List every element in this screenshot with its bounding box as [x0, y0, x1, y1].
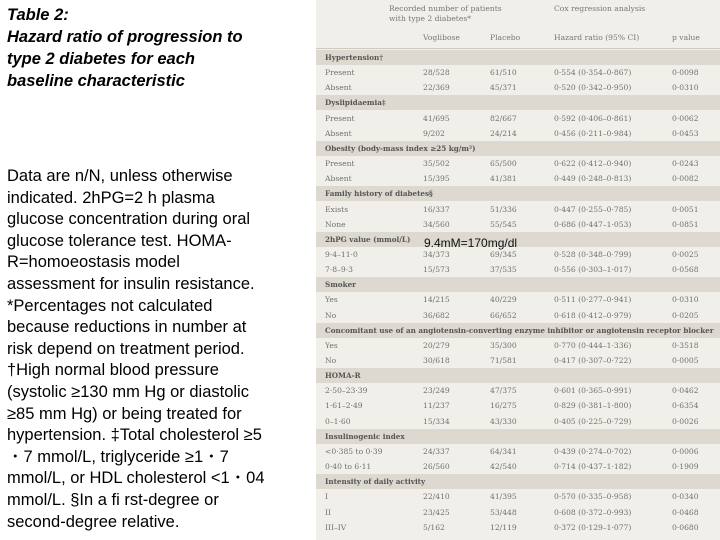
p-value-cell: 0·0462	[672, 386, 699, 396]
table-row	[316, 338, 720, 353]
table-row	[316, 262, 720, 277]
p-value-cell: 0·0453	[672, 128, 699, 138]
footnote-line: indicated. 2hPG=2 h plasma	[7, 188, 215, 207]
table-row	[316, 217, 720, 232]
table-row	[316, 202, 720, 217]
voglibose-cell: 11/237	[423, 401, 450, 411]
p-value-cell: 0·0062	[672, 113, 699, 123]
footnote-line: because reductions in number at	[7, 318, 247, 337]
p-value-cell: 0·0340	[672, 492, 699, 502]
col-header-voglibose: Voglibose	[423, 33, 460, 42]
voglibose-cell: 34/560	[423, 219, 450, 229]
p-value-cell: 0·0568	[672, 265, 699, 275]
voglibose-cell: 15/573	[423, 265, 450, 275]
hazard-ratio-cell: 0·829 (0·381–1·800)	[554, 401, 632, 411]
p-value-cell: 0·0051	[672, 204, 699, 214]
row-label: III–IV	[325, 522, 347, 532]
table-row	[316, 80, 720, 95]
placebo-cell: 82/667	[490, 113, 517, 123]
title-line: baseline characteristic	[7, 72, 185, 90]
p-value-cell: 0·0098	[672, 68, 699, 78]
row-label: I	[325, 492, 328, 502]
row-label: 0·40 to 6·11	[325, 462, 372, 472]
table-row	[316, 171, 720, 186]
placebo-cell: 35/300	[490, 340, 517, 350]
section-label: Smoker	[325, 280, 356, 290]
section-header-row	[316, 429, 720, 444]
section-label: Dyslipidaemia‡	[325, 98, 386, 108]
header-cox-regression: Cox regression analysis	[554, 4, 646, 13]
placebo-cell: 40/229	[490, 295, 517, 305]
p-value-cell: 0·0082	[672, 174, 699, 184]
hazard-ratio-cell: 0·372 (0·129–1·077)	[554, 522, 632, 532]
table-row	[316, 247, 720, 262]
footnote-line: R=homoeostasis model	[7, 253, 180, 272]
placebo-cell: 65/500	[490, 159, 517, 169]
section-header-row	[316, 50, 720, 65]
voglibose-cell: 9/202	[423, 128, 445, 138]
footnote-line: (systolic ≥130 mm Hg or diastolic	[7, 382, 249, 401]
section-header-row	[316, 95, 720, 110]
hazard-ratio-cell: 0·622 (0·412–0·940)	[554, 159, 632, 169]
placebo-cell: 43/330	[490, 416, 517, 426]
hazard-ratio-cell: 0·449 (0·248–0·813)	[554, 174, 632, 184]
table-row	[316, 111, 720, 126]
voglibose-cell: 5/162	[423, 522, 445, 532]
table-row	[316, 308, 720, 323]
voglibose-cell: 34/373	[423, 249, 450, 259]
row-label: Yes	[325, 340, 338, 350]
placebo-cell: 41/381	[490, 174, 517, 184]
section-label: 2hPG value (mmol/L)	[325, 234, 411, 244]
p-value-cell: 0·0205	[672, 310, 699, 320]
p-value-cell: 0·3518	[672, 340, 699, 350]
hazard-ratio-cell: 0·520 (0·342–0·950)	[554, 83, 632, 93]
table-row	[316, 156, 720, 171]
footnote-line: risk depend on treatment period.	[7, 339, 245, 358]
footnote-line: second-degree relative.	[7, 512, 180, 531]
row-label: <0·385 to 0·39	[325, 446, 383, 456]
data-table-image	[316, 0, 720, 540]
footnote-line: assessment for insulin resistance.	[7, 274, 255, 293]
voglibose-cell: 28/528	[423, 68, 450, 78]
header-recorded-patients: Recorded number of patients	[389, 4, 502, 13]
title-line: Hazard ratio of progression to	[7, 28, 243, 46]
hazard-ratio-cell: 0·601 (0·365–0·991)	[554, 386, 632, 396]
p-value-cell: 0·0243	[672, 159, 699, 169]
p-value-cell: 0·0005	[672, 356, 699, 365]
row-label: II	[325, 507, 331, 517]
hazard-ratio-cell: 0·528 (0·348–0·799)	[554, 249, 632, 259]
voglibose-cell: 22/410	[423, 492, 450, 502]
hazard-ratio-cell: 0·592 (0·406–0·861)	[554, 113, 632, 123]
footnote-line: ・7 mmol/L, triglyceride ≥1・7	[7, 447, 229, 466]
p-value-cell: 0·1909	[672, 462, 699, 472]
row-label: No	[325, 310, 337, 320]
voglibose-cell: 35/502	[423, 159, 450, 169]
placebo-cell: 71/581	[490, 356, 517, 365]
col-header-hazard-ratio: Hazard ratio (95% CI)	[554, 33, 640, 42]
placebo-cell: 42/540	[490, 462, 517, 472]
p-value-cell: 0·0851	[672, 219, 699, 229]
placebo-cell: 51/336	[490, 204, 517, 214]
hazard-ratio-cell: 0·618 (0·412–0·979)	[554, 310, 632, 320]
row-label: Present	[325, 68, 355, 78]
row-label: Present	[325, 159, 355, 169]
table-row	[316, 489, 720, 504]
voglibose-cell: 20/279	[423, 340, 450, 350]
section-header-row	[316, 186, 720, 201]
table-row	[316, 459, 720, 474]
row-label: Exists	[325, 204, 349, 214]
overlay-annotation: 9.4mM=170mg/dl	[424, 236, 518, 250]
table-row	[316, 292, 720, 307]
p-value-cell: 0·0025	[672, 249, 699, 259]
p-value-cell: 0·0310	[672, 295, 699, 305]
section-label: Family history of diabetes§	[325, 189, 433, 199]
placebo-cell: 64/341	[490, 446, 517, 456]
left-text-panel	[0, 0, 308, 540]
footnote-line: mmol/L. §In a fi rst-degree or	[7, 490, 219, 509]
row-label: None	[325, 219, 346, 229]
placebo-cell: 47/375	[490, 386, 517, 396]
placebo-cell: 16/275	[490, 401, 517, 411]
table-row	[316, 520, 720, 535]
hazard-ratio-cell: 0·554 (0·354–0·867)	[554, 68, 632, 78]
placebo-cell: 37/535	[490, 265, 517, 275]
voglibose-cell: 14/215	[423, 295, 450, 305]
table-row	[316, 398, 720, 413]
p-value-cell: 0·0468	[672, 507, 699, 517]
placebo-cell: 55/545	[490, 219, 517, 229]
table-row	[316, 383, 720, 398]
footnote-line: mmol/L, or HDL cholesterol <1・04	[7, 469, 265, 488]
row-label: 2·50–23·39	[325, 386, 368, 396]
section-label: Intensity of daily activity	[325, 477, 426, 487]
p-value-cell: 0·0680	[672, 522, 699, 532]
row-label: Absent	[325, 83, 352, 93]
voglibose-cell: 30/618	[423, 356, 450, 365]
footnote-line: †High normal blood pressure	[7, 361, 219, 380]
title-line: Table 2:	[7, 6, 69, 24]
table-row	[316, 414, 720, 429]
section-label: Hypertension†	[325, 53, 384, 62]
voglibose-cell: 22/369	[423, 83, 450, 93]
table-row	[316, 505, 720, 520]
voglibose-cell: 15/395	[423, 174, 450, 184]
row-label: 0–1·60	[325, 416, 351, 426]
row-label: No	[325, 356, 337, 365]
row-label: Absent	[325, 128, 352, 138]
hazard-ratio-cell: 0·570 (0·335–0·958)	[554, 492, 632, 502]
hazard-ratio-cell: 0·456 (0·211–0·984)	[554, 128, 632, 138]
p-value-cell: 0·0310	[672, 83, 699, 93]
table-footnotes	[7, 166, 305, 533]
row-label: 9·4–11·0	[325, 249, 358, 259]
section-header-row	[316, 232, 720, 247]
placebo-cell: 24/214	[490, 128, 517, 138]
placebo-cell: 66/652	[490, 310, 517, 320]
section-header-row	[316, 323, 720, 338]
footnote-line: glucose concentration during oral	[7, 210, 251, 229]
placebo-cell: 53/448	[490, 507, 517, 517]
table-row	[316, 126, 720, 141]
table-row	[316, 353, 720, 368]
title-line: type 2 diabetes for each	[7, 50, 195, 68]
hazard-ratio-cell: 0·714 (0·437–1·182)	[554, 462, 632, 472]
table-row	[316, 65, 720, 80]
section-header-row	[316, 474, 720, 489]
hazard-ratio-cell: 0·556 (0·303–1·017)	[554, 265, 632, 275]
hazard-ratio-cell: 0·439 (0·274–0·702)	[554, 446, 632, 456]
hazard-ratio-cell: 0·686 (0·447–1·053)	[554, 219, 632, 229]
voglibose-cell: 24/337	[423, 446, 450, 456]
table-row	[316, 444, 720, 459]
table-title	[7, 4, 302, 92]
section-label: Concomitant use of an angiotensin-converting enzyme inhibitor or angiotensin receptor blocker	[325, 325, 714, 335]
footnote-line: hypertension. ‡Total cholesterol ≥5	[7, 426, 262, 445]
voglibose-cell: 26/560	[423, 462, 450, 472]
hazard-ratio-cell: 0·417 (0·307–0·722)	[554, 356, 632, 365]
voglibose-cell: 41/695	[423, 113, 450, 123]
footnote-line: *Percentages not calculated	[7, 296, 213, 315]
voglibose-cell: 16/337	[423, 204, 450, 214]
row-label: 7·8–9·3	[325, 265, 353, 275]
placebo-cell: 69/345	[490, 249, 517, 259]
section-label: Obesity (body-mass index ≥25 kg/m²)	[325, 143, 476, 153]
hazard-ratio-cell: 0·608 (0·372–0·993)	[554, 507, 632, 517]
voglibose-cell: 23/425	[423, 507, 450, 517]
row-label: 1·61–2·49	[325, 401, 363, 411]
section-label: Insulinogenic index	[325, 431, 405, 441]
section-header-row	[316, 368, 720, 383]
footnote-line: ≥85 mm Hg) or being treated for	[7, 404, 242, 423]
footnote-line: Data are n/N, unless otherwise	[7, 167, 233, 185]
header-recorded-patients-sub: with type 2 diabetes*	[389, 14, 472, 23]
placebo-cell: 12/119	[490, 522, 517, 532]
placebo-cell: 45/371	[490, 83, 517, 93]
placebo-cell: 61/510	[490, 68, 517, 78]
voglibose-cell: 23/249	[423, 386, 450, 396]
row-label: Present	[325, 113, 355, 123]
row-label: Absent	[325, 174, 352, 184]
footnote-line: glucose tolerance test. HOMA-	[7, 231, 232, 250]
p-value-cell: 0·0006	[672, 446, 699, 456]
hazard-ratio-cell: 0·405 (0·225–0·729)	[554, 416, 632, 426]
col-header-placebo: Placebo	[490, 33, 521, 42]
row-label: Yes	[325, 295, 338, 305]
voglibose-cell: 36/682	[423, 310, 450, 320]
section-label: HOMA-R	[325, 371, 361, 381]
voglibose-cell: 15/334	[423, 416, 450, 426]
p-value-cell: 0·0026	[672, 416, 699, 426]
col-header-p-value: p value	[672, 33, 700, 42]
p-value-cell: 0·6354	[672, 401, 699, 411]
header-rule	[316, 48, 720, 49]
placebo-cell: 41/395	[490, 492, 517, 502]
hazard-ratio-cell: 0·770 (0·444–1·336)	[554, 340, 632, 350]
section-header-row	[316, 277, 720, 292]
section-header-row	[316, 141, 720, 156]
hazard-ratio-cell: 0·447 (0·255–0·785)	[554, 204, 632, 214]
hazard-ratio-cell: 0·511 (0·277–0·941)	[554, 295, 632, 305]
